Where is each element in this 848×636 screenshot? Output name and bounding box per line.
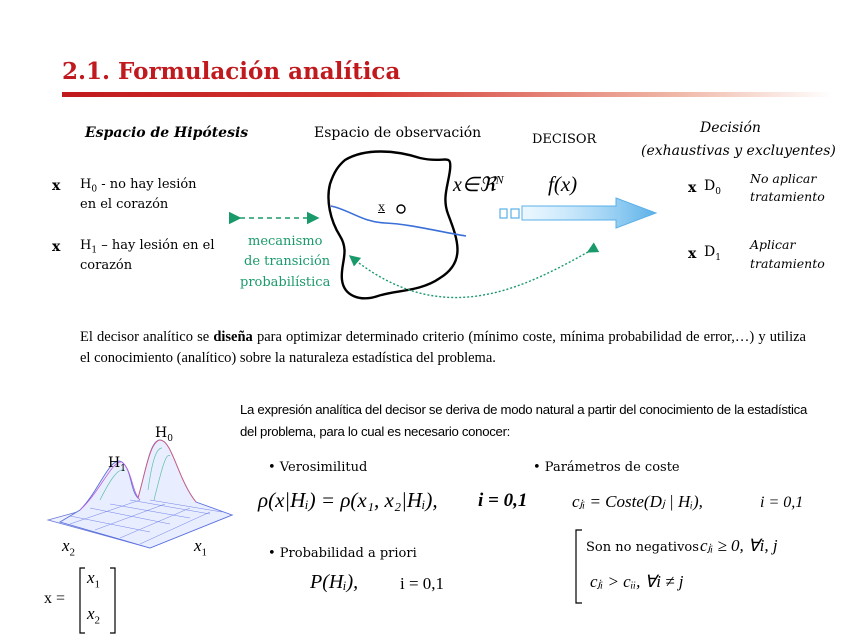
- curved-feedback-arrow: [350, 252, 588, 298]
- mechanism-label-3: probabilística: [240, 275, 331, 290]
- density-surface-plot: [48, 440, 232, 548]
- list-priori: • Probabilidad a priori: [268, 546, 417, 561]
- observation-space-blob: [328, 152, 457, 299]
- plot-x2-axis-label: $x_2$: [62, 536, 76, 559]
- d0-symbol: $D_0$: [704, 178, 721, 197]
- vector-entry-2: $x_2$: [87, 604, 101, 627]
- h1-label: $H_1$ – hay lesión en el: [80, 238, 215, 256]
- condition-1-math: cⱼᵢ ≥ 0, ∀i, j: [700, 536, 778, 555]
- list-verosimilitud: • Verosimilitud: [268, 460, 368, 475]
- d1-text-1: Aplicar: [750, 237, 796, 252]
- vector-left-bracket: [80, 568, 85, 633]
- plot-h0-label: $H_0$: [155, 425, 173, 444]
- d1-text-2: tratamiento: [750, 256, 825, 271]
- observation-point-marker: [397, 205, 405, 213]
- vector-lhs: x =: [44, 590, 66, 607]
- cost-index: i = 0,1: [760, 494, 804, 511]
- plot-h1-label: $H_1$: [108, 455, 126, 474]
- likelihood-index: i = 0,1: [478, 490, 528, 511]
- d0-text-1: No aplicar: [750, 171, 817, 186]
- decisor-label: DECISOR: [532, 132, 597, 147]
- observation-point-label: x: [378, 200, 385, 215]
- mechanism-label-2: de transición: [244, 254, 331, 269]
- second-paragraph: La expresión analítica del decisor se deriva de modo natural a partir del conocimiento de la estadística del problema, para lo cual es necesario conocer:: [240, 402, 807, 439]
- prior-formula: P(Hᵢ),: [310, 571, 359, 593]
- plot-x1-axis-label: $x_1$: [194, 536, 208, 559]
- list-costes: • Parámetros de coste: [533, 460, 680, 475]
- observation-membership: x∈ℜ$^N$: [453, 172, 504, 196]
- h0-bullet: x: [52, 178, 61, 194]
- cost-formula: cⱼᵢ = Coste(Dⱼ | Hᵢ),: [572, 492, 703, 511]
- vector-right-bracket: [110, 568, 115, 633]
- arrow-small-square-1: [500, 209, 507, 218]
- condition-1-text: Son no negativos: [586, 540, 699, 555]
- prior-index: i = 0,1: [400, 574, 445, 593]
- observation-heading: Espacio de observación: [314, 125, 482, 141]
- d1-bullet: x: [688, 246, 697, 262]
- arrow-small-square-2: [511, 209, 519, 218]
- decisor-function: f(x): [548, 172, 578, 196]
- d0-text-2: tratamiento: [750, 189, 825, 204]
- d1-symbol: $D_1$: [704, 244, 721, 263]
- h1-label-line2: corazón: [80, 258, 133, 273]
- decisor-arrow: [522, 198, 656, 228]
- h0-label: $H_0$ - no hay lesión: [80, 177, 197, 195]
- page-title: 2.1. Formulación analítica: [62, 58, 401, 85]
- condition-2-math: cⱼᵢ > cᵢᵢ, ∀i ≠ j: [590, 572, 684, 591]
- h0-label-line2: en el corazón: [80, 197, 169, 212]
- decision-heading: Decisión: [700, 120, 761, 136]
- conditions-bracket: [576, 530, 582, 603]
- vector-entry-1: $x_1$: [87, 568, 101, 591]
- h1-bullet: x: [52, 239, 61, 255]
- d0-bullet: x: [688, 180, 697, 196]
- mechanism-label-1: mecanismo: [248, 234, 323, 249]
- hypothesis-heading: Espacio de Hipótesis: [85, 125, 249, 141]
- likelihood-formula: ρ(x|Hᵢ) = ρ(x₁, x₂|Hᵢ),: [258, 488, 438, 512]
- decision-subheading: (exhaustivas y excluyentes): [641, 143, 836, 159]
- description-paragraph: El decisor analítico se diseña para optimizar determinado criterio (mínimo coste, mínima probabilidad de error,…) y utiliza el conocimiento (analítico) sobre la naturaleza estadística del problema.: [80, 329, 806, 366]
